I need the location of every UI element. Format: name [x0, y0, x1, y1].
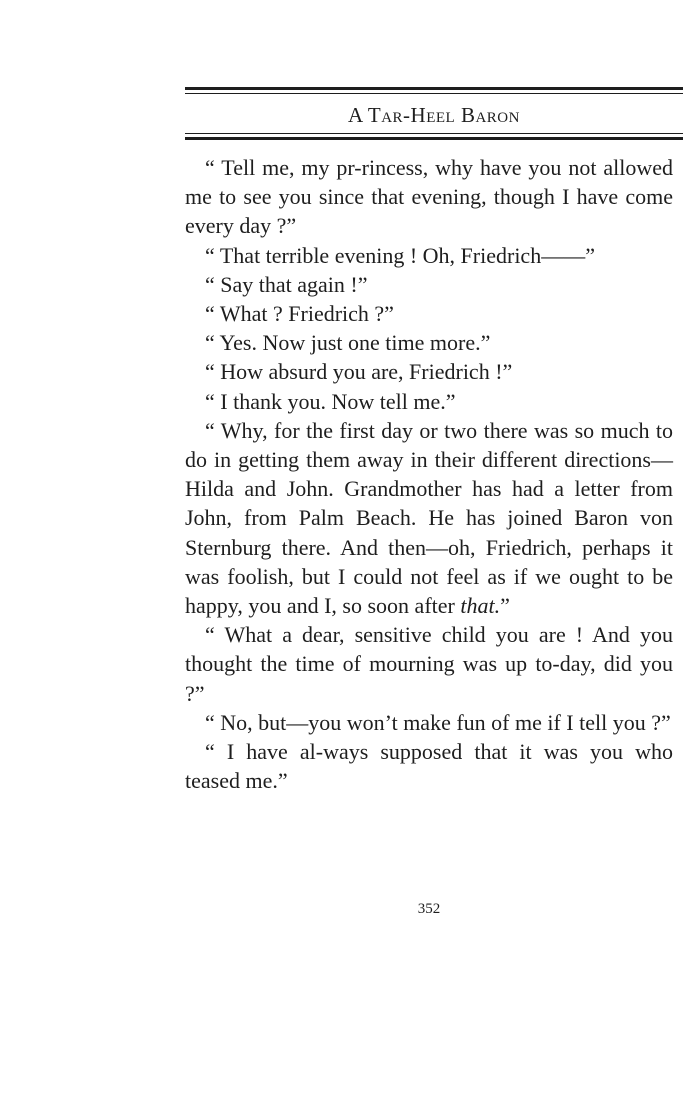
paragraph-text: “ Why, for the first day or two there was so much to do in getting them away in their different directions—Hilda and John. Grandmother has had a letter from John, from Palm Beach. He has joined Baron von Sternburg there. And then—oh, Friedrich, perhaps it was foolish, but I could not feel as if we ought to be happy, you and I, so soon after	[185, 417, 673, 619]
paragraph: “ Yes. Now just one time more.”	[205, 330, 491, 356]
running-head: A Tar-Heel Baron	[348, 103, 520, 127]
top-rule-thin	[185, 93, 683, 94]
paragraph	[185, 416, 673, 620]
closing-quote: ”	[500, 593, 510, 619]
paragraph: “ Tell me, my pr-rincess, why have you not allowed me to see you since that evening, though I have come every day ?”	[185, 155, 673, 239]
header-rule-thick	[185, 137, 683, 140]
paragraph: “ How absurd you are, Friedrich !”	[205, 359, 513, 385]
body-text	[185, 153, 673, 795]
paragraph: “ What ? Friedrich ?”	[205, 301, 394, 327]
paragraph: “ I thank you. Now tell me.”	[205, 388, 456, 414]
top-rule-thick	[185, 87, 683, 90]
header-rule-thin	[185, 133, 683, 134]
paragraph: “ Say that again !”	[205, 271, 368, 297]
paragraph: “ That terrible evening ! Oh, Friedrich——”	[205, 242, 595, 268]
page-number: 352	[417, 901, 441, 917]
paragraph: “ What a dear, sensitive child you are ! And you thought the time of mourning was up to-day, did you ?”	[185, 622, 673, 706]
italic-word: that.	[460, 593, 501, 619]
paragraph: “ I have al-ways supposed that it was you who teased me.”	[185, 739, 673, 794]
paragraph: “ No, but—you won’t make fun of me if I tell you ?”	[205, 709, 671, 735]
